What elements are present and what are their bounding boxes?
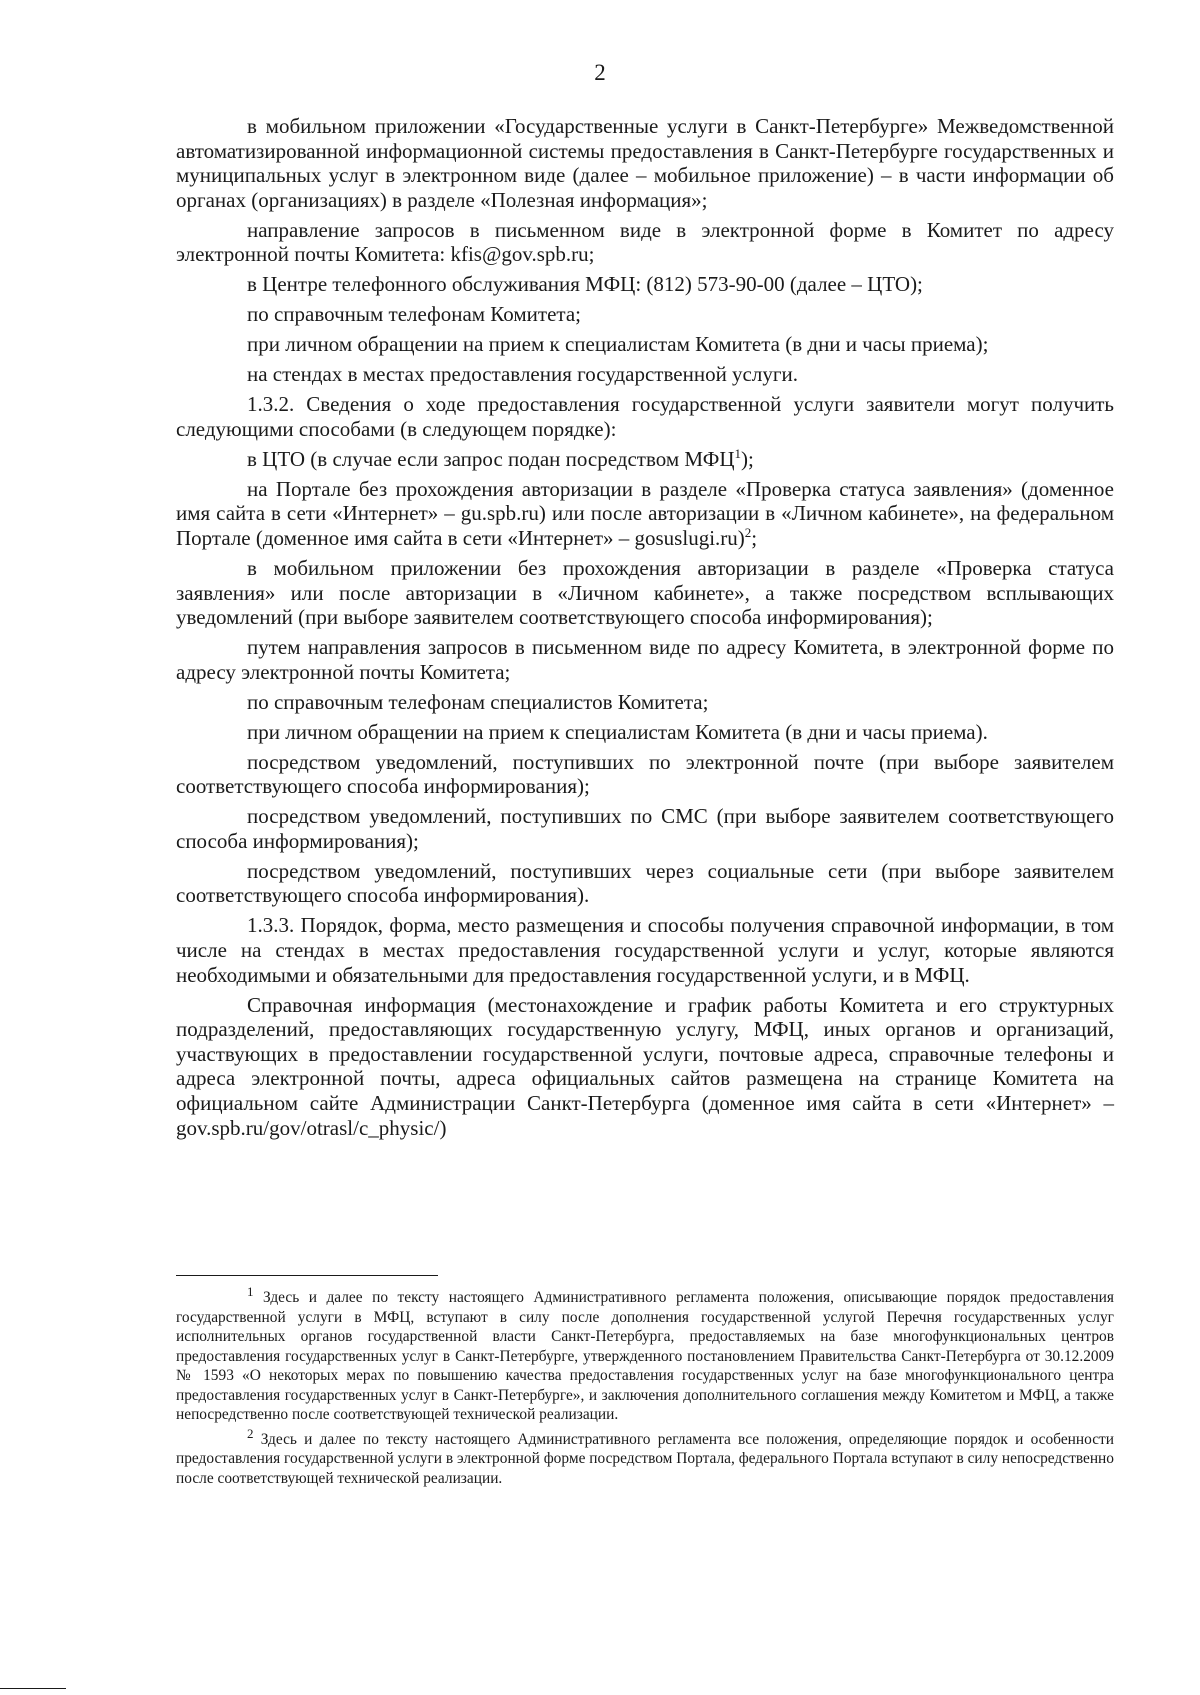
paragraph: по справочным телефонам специалистов Комитета; [247,689,709,714]
paragraph-text-end: ; [751,526,758,551]
footnote-1 [176,1283,1114,1425]
paragraph: при личном обращении на прием к специалистам Комитета (в дни и часы приема). [247,719,988,744]
paragraph: 1.3.2. Сведения о ходе предоставления государственной услуги заявители могут получить следующими способами (в следующем порядке): [176,392,1114,441]
scan-edge-mark [0,1688,66,1689]
paragraph: посредством уведомлений, поступивших по электронной почте (при выборе заявителем соответствующего способа информирования); [176,749,1114,799]
footnote-mark-1: 1 [247,1283,254,1299]
footnote-mark-2: 2 [247,1425,254,1441]
footnote-ref-1[interactable]: 1 [734,445,742,461]
paragraph: на стендах в местах предоставления государственной услуги. [247,362,798,387]
paragraph: при личном обращении на прием к специалистам Комитета (в дни и часы приема); [247,332,989,357]
footnotes [176,1283,1114,1493]
paragraph-text-end: ); [741,446,754,471]
paragraph: по справочным телефонам Комитета; [247,302,581,327]
footnote-2 [176,1425,1114,1489]
footnote-separator [176,1275,438,1276]
paragraph: Справочная информация (местонахождение и график работы Комитета и его структурных подразделений, предоставляющих государственную услугу, МФЦ, иных органов и организаций, участвующих в предоставлении государственной услуги, почтовые адреса, справочные телефоны и адреса электронной почты, адреса официальных сайтов размещена на странице Комитета на официальном сайте Администрации Санкт-Петербурга (доменное имя сайта в сети «Интернет» – gov.spb.ru/gov/otrasl/c_physic/) [176,992,1114,1140]
paragraph: в мобильном приложении «Государственные услуги в Санкт-Петербурге» Межведомственной автоматизированной информационной системы предоставления в Санкт-Петербурге государственных и муниципальных услуг в электронном виде (далее – мобильное приложение) – в части информации об органах (организациях) в разделе «Полезная информация»; [176,114,1114,212]
paragraph: 1.3.3. Порядок, форма, место размещения и способы получения справочной информации, в том числе на стендах в местах предоставления государственной услуги и услуг, которые являются необходимыми и обязательными для предоставления государственной услуги, и в МФЦ. [176,913,1114,987]
paragraph: направление запросов в письменном виде в электронной форме в Комитет по адресу электронной почты Комитета: kfis@gov.spb.ru; [176,217,1114,267]
page-number: 2 [594,60,606,85]
paragraph: путем направления запросов в письменном виде по адресу Комитета, в электронной форме по адресу электронной почты Комитета; [176,635,1114,684]
footnote-ref-2[interactable]: 2 [744,525,752,541]
paragraph-portal [176,477,1114,551]
footnote-text: Здесь и далее по тексту настоящего Административного регламента положения, описывающие порядок предоставления государственной услуги в МФЦ, вступают в силу после дополнения государственной услугой Перечня государственных услуг исполнительных органов государственной власти Санкт-Петербурга, предоставляемых на базе многофункциональных центров предоставления государственных услуг в Санкт-Петербурге, утвержденного постановлением Правительства Санкт-Петербурга от 30.12.2009 № 1593 «О некоторых мерах по повышению качества предоставления государственных услуг на базе многофункционального центра предоставления государственных услуг в Санкт-Петербурге», и заключения дополнительного соглашения между Комитетом и МФЦ, а также непосредственно после соответствующей технической реализации. [176,1289,1114,1423]
paragraph: в Центре телефонного обслуживания МФЦ: (812) 573-90-00 (далее – ЦТО); [247,272,923,297]
paragraph: в мобильном приложении без прохождения авторизации в разделе «Проверка статуса заявления» или после авторизации в «Личном кабинете», а также посредством всплывающих уведомлений (при выборе заявителем соответствующего способа информирования); [176,556,1114,630]
paragraph-text: в ЦТО (в случае если запрос подан посредством МФЦ [247,446,735,471]
footnote-text: Здесь и далее по тексту настоящего Административного регламента все положения, определяющие порядок и особенности предоставления государственной услуги в электронной форме посредством Портала, федерального Портала вступают в силу непосредственно после соответствующей технической реализации. [176,1430,1114,1487]
paragraph: посредством уведомлений, поступивших через социальные сети (при выборе заявителем соответствующего способа информирования). [176,858,1114,908]
paragraph-text: на Портале без прохождения авторизации в разделе «Проверка статуса заявления» (доменное имя сайта в сети «Интернет» – gu.spb.ru) или после авторизации в «Личном кабинете», на федеральном Портале (доменное имя сайта в сети «Интернет» – gosuslugi.ru) [176,476,1114,551]
document-body [176,114,1114,1146]
paragraph: посредством уведомлений, поступивших по СМС (при выборе заявителем соответствующего способа информирования); [176,804,1114,853]
paragraph-cto [176,447,1114,472]
